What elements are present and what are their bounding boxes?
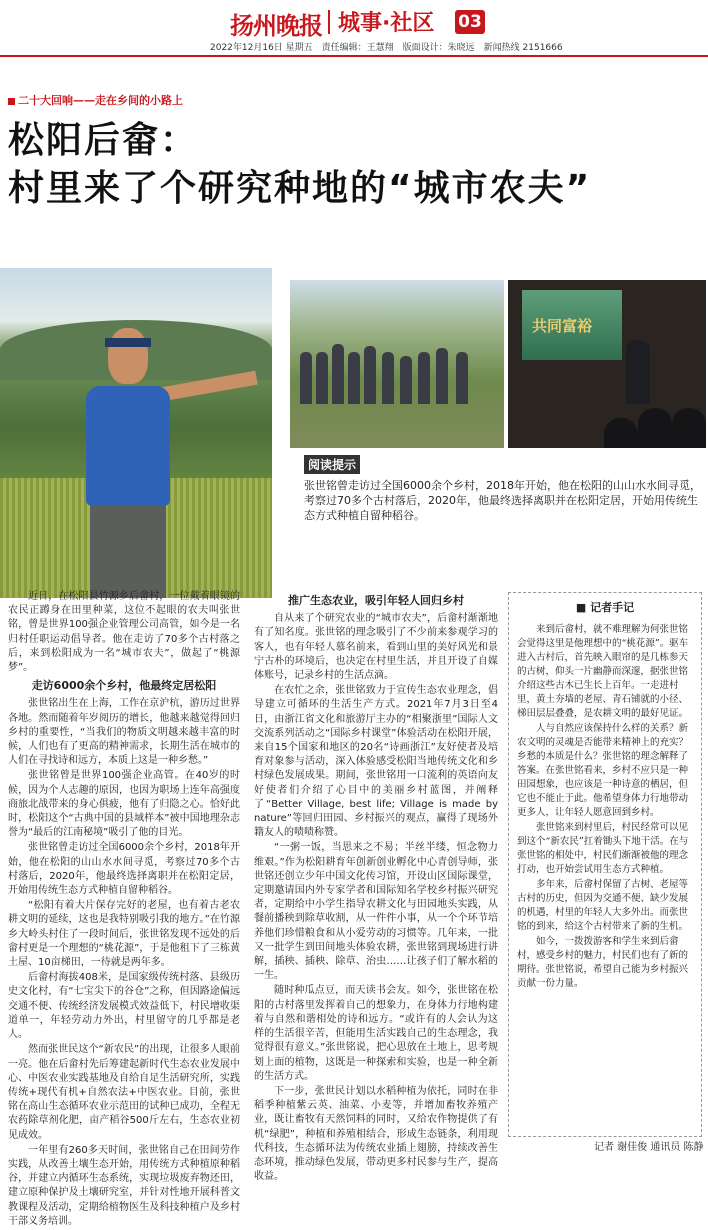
photo-caption xyxy=(304,454,704,523)
reporter-notes-title xyxy=(517,599,693,615)
kicker-text: 二十大回响——走在乡间的小路上 xyxy=(18,94,183,107)
paragraph: 张世铭曾走访过全国6000余个乡村，2018年开始，他在松阳的山山水水间寻觅，考察过70多个古村落后，2020年，他最终选择离职并在松阳定居，开始用传统生态方式种植自留种稻谷。 xyxy=(8,842,240,897)
masthead-divider xyxy=(328,10,330,34)
masthead xyxy=(0,0,708,53)
newspaper-logo: 扬州晚报 xyxy=(230,11,322,40)
paragraph: “松阳有着大片保存完好的老屋，也有着古老农耕文明的延续，这也是我特别吸引我的地方。”在竹源乡大岭头村住了一段时间后，张世铭发现不远处的后畲村更是一个理想的“桃花源”，于是他租下了三栋黄土屋、10亩梯田，一待就是两年多。 xyxy=(8,900,240,969)
paragraph: “一粥一饭，当思来之不易；半丝半缕，恒念物力维艰。”作为松阳耕育年创新创业孵化中心青创导师，张世铭还创立少年中国文化传习馆，开设山区国际课堂，定期邀请国内外专家学者和国际知名学校乡村振兴研究者，定期给中小学生指导农耕文化与田园地头实践，从餐前播秧到除草收割，从一件件小事，从一个个环节培养他们珍惜粮食和从小爱劳动的习惯等。几年来，一批又一批学生到田间地头体验农耕，张世铭到现场进行讲解，插秧、插秧、除草、治虫……让孩子们了解水稻的一生。 xyxy=(254,842,498,982)
page-number-badge: 03 xyxy=(455,10,485,34)
note-paragraph: 人与自然应该保持什么样的关系？新农文明的灵魂是否能带来精神上的充实？乡愁的本质是什么？张世铭的理念解释了答案。在张世铭看来，乡村不应只是一种田园想象，也应该是一种诗意的栖居，但它也不能止于此。他希望身体力行地带动更多人，让年轻人愿意回到乡村。 xyxy=(517,723,689,818)
subheading: 走访6000余个乡村，他最终定居松阳 xyxy=(31,679,217,693)
note-paragraph: 来到后畲村，就不难理解为何张世铭会觉得这里是他理想中的“桃花源”。驱车进入古村后，首先映入眼帘的是几栋参天的古树，仰头一片幽静而深邃，据张世铭介绍这些古木已生长上百年。一走进村里，黄土夯墙的老屋、青石铺就的小径、梯田层层叠叠，是农耕文明的最好见证。 xyxy=(517,624,689,719)
paragraph: 近日，在松阳县竹源乡后畲村，一位戴着眼镜的农民正蹲身在田里种菜，这位不起眼的农夫叫张世铭，曾是世界100强企业管理公司高管，如今是一名归村任职运动倡导者。他在走访了70多个古村落之后，来到松阳成为一名“城市农夫”，做起了“桃源梦”。 xyxy=(8,591,240,674)
screen-text: 共同富裕 xyxy=(532,317,593,335)
paragraph: 然而张世民这个“新农民”的出现，让很多人眼前一亮。他在后畲村先后筹建起新时代生态农业发展中心、中医农业实践基地及自给自足生活研究所，实践传统+现代有机+自然农法+中医农业。目前，张世铭在高山生态循环农业示范田的试种已成功，全程无农药除草剂化肥，亩产稻谷500斤左右，生态农业初见成效。 xyxy=(8,1044,240,1141)
reporter-notes-title-text: 记者手记 xyxy=(590,601,635,614)
note-paragraph: 多年来，后畲村保留了古树、老屋等古村的历史，但因为交通不便、缺少发展的机遇，村里的年轻人大多外出。而张世铭的到来，给这个古村带来了新的生机。 xyxy=(517,879,689,932)
note-paragraph: 如今，一拨拨游客和学生来到后畲村，感受乡村的魅力，村民们也有了新的期待。张世铭说，希望自己能为乡村振兴贡献一份力量。 xyxy=(517,936,689,989)
subheading: 推广生态农业，吸引年轻人回归乡村 xyxy=(288,594,464,607)
article-column-2 xyxy=(254,590,498,1185)
headline-line1: 松阳后畲： xyxy=(8,120,199,161)
caption-text: 张世铭曾走访过全国6000余个乡村，2018年开始，他在松阳的山山水水间寻觅，考察过70多个古村落后，2020年，他最终选择离职并在松阳定居，开始用传统生态方式种植自留种稻谷。 xyxy=(304,479,701,522)
paragraph: 随时种瓜点豆，而天读书会友。如今，张世铭在松阳的古村落里发挥着自己的想象力，在身体力行地构建着与自然和谐相处的诗和远方。“或许有的人会认为这样的生活很辛苦，但能用生活实践自己的生态理念，我觉得很有意义。”张世铭说，把心思放在土地上，思考规划上面的植物，这既是一种探索和实验，也是一种全新的生活方式。 xyxy=(254,985,498,1082)
dateline: 2022年12月16日 星期五 责任编辑：王慧翔 版面设计：朱晓远 新闻热线 2151666 xyxy=(210,43,563,53)
photo-visitors-in-village xyxy=(290,280,504,448)
kicker xyxy=(8,92,183,108)
caption-label: 阅读提示 xyxy=(304,455,360,474)
paragraph: 后畲村海拔408米，是国家级传统村落、县级历史文化村，有“七宝尖下的谷仓”之称，但因路途偏远交通不便、传统经济发展模式效益低下，村民增收渠道单一，年轻劳动力外出，村里留守的几乎都是老人。 xyxy=(8,972,240,1041)
photo-lecture-room xyxy=(508,280,706,448)
header-rule xyxy=(0,55,708,57)
square-bullet-icon: ■ xyxy=(575,601,591,614)
article-column-1 xyxy=(8,590,240,1230)
paragraph: 自从来了个研究农业的“城市农夫”，后畲村渐渐地有了知名度。张世铭的理念吸引了不少前来参观学习的客人，也有年轻人慕名前来，看到山里的美好风光和景宁古朴的环境后，也决定在村里生活，并且开设了自媒体账号，记录乡村的生活点滴。 xyxy=(254,613,498,682)
paragraph: 张世铭曾是世界100强企业高管。在40岁的时候，因为个人志趣的原因，也因为职场上连年高强度商旅北战带来的身心俱疲，他有了归隐之心。恰好此时，松阳这个“古典中国的县域样本”被中国地理杂志誉为“最后的江南秘境”吸引了他的目光。 xyxy=(8,770,240,839)
paragraph: 在农忙之余，张世铭致力于宣传生态农业理念，倡导建立可循环的生活生产方式。2021年7月3日至4日，由浙江省文化和旅游厅主办的“相聚浙里”国际人文交流系列活动之“国际乡村课堂”体验活动在松阳开展，来自15个国家和地区的20名“诗画浙江”友好使者及培育对象参与活动，深入体验感受松阳当地传统文化和乡村绿色发展成果。期间，张世铭用一口流利的英语向友好使者们介绍了心目中的美丽乡村蓝图，并阐释了“Better Village, best life; Village is made by nature”等回归田园、乡村振兴的观点，赢得了现场外籍友人的啧啧称赞。 xyxy=(254,685,498,839)
photo-farmer-in-field xyxy=(0,268,272,598)
headline-line2: 村里来了个研究种地的“城市农夫” xyxy=(8,168,592,209)
paragraph: 张世铭出生在上海，工作在京沪杭，游历过世界各地。然而随着年岁阅历的增长，他越来越觉得回归乡村的重要性，“当我们的物质文明越来越丰富的时候，人们也有了更高的精神需求，长期生活在城市的人们在寻找诗和远方，本质上这是一种乡愁。” xyxy=(8,698,240,767)
note-paragraph: 张世铭来到村里后，村民经常可以见到这个“新农民”扛着锄头下地干活。在与张世铭的相处中，村民们渐渐被他的理念打动，也开始尝试用生态方式种植。 xyxy=(517,822,689,875)
byline: 记者 谢佳俊 通讯员 陈静 xyxy=(594,1142,704,1153)
paragraph: 一年里有260多天时间，张世铭自己在田间劳作实践，从改善土壤生态开始，用传统方式种植原种稻谷，并建立内循环生态系统，实现垃圾废弃物还田，建立原种保护及土壤研究室，并针对性地开展科普文教课程及活动，定期给植物医生及科技种植户及乡村干部义务培训。 xyxy=(8,1144,240,1227)
section-title: 城事·社区 xyxy=(338,11,435,36)
reporter-notes-box xyxy=(508,592,702,1137)
paragraph: 下一步，张世民计划以水稻种植为依托，同时在非稻季种植紫云英、油菜、小麦等，并增加畜牧养殖产业，既让畜牧有天然饲料的同时，又给农作物提供了有机“绿肥”，种植和养殖相结合，形成生态链条，利用现代科技，生态循环法为传统农业插上翅膀，持续改善生态环境，推动绿色发展，带动更多村民参与生产，提高收益。 xyxy=(254,1085,498,1183)
square-bullet-icon xyxy=(8,98,15,105)
reporter-notes-body xyxy=(517,623,693,991)
